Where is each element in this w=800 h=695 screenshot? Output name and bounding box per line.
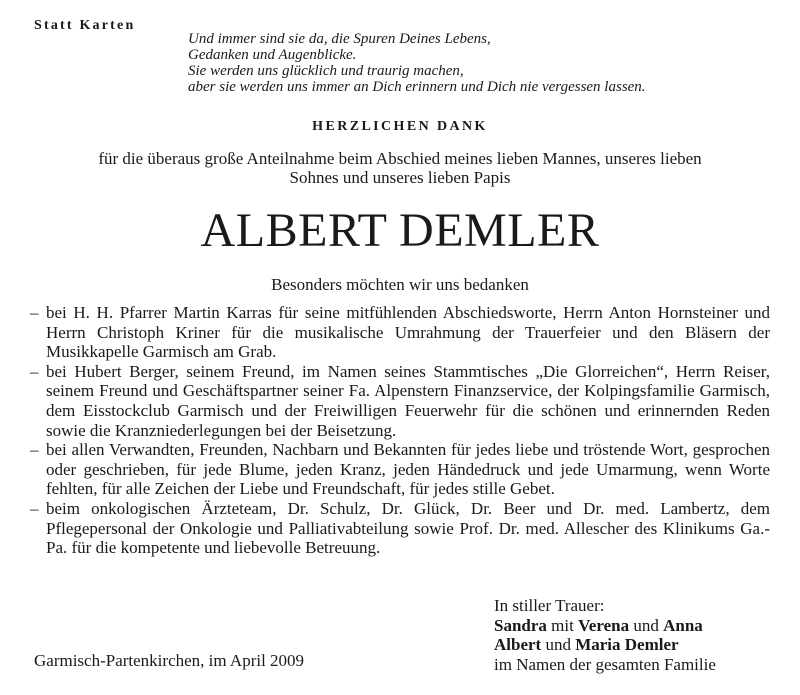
deceased-name: ALBERT DEMLER [200, 204, 600, 257]
signature-name: Albert [494, 635, 542, 654]
statt-karten-label: Statt Karten [34, 18, 136, 33]
dash-bullet: – [30, 303, 39, 322]
thanks-text-line: Sohnes und unseres lieben Papis [289, 168, 511, 187]
thanks-item [30, 303, 770, 362]
thanks-heading: HERZLICHEN DANK [312, 119, 488, 134]
thanks-item-text: bei H. H. Pfarrer Martin Karras für seine mitfühlenden Abschiedsworte, Herrn Anton Hornsteiner und Herrn Christoph Kriner für die musikalische Umrahmung der Trauerfeier und den Bläsern der Musikkapelle Garmisch am Grab. [46, 303, 770, 362]
thanks-text [20, 149, 780, 187]
signature-name: Verena [578, 615, 630, 635]
signature-line-2 [494, 635, 716, 655]
thanks-item-text: bei Hubert Berger, seinem Freund, im Namen seines Stammtisches „Die Glorreichen“, Herrn Reiser, seinem Freund und Geschäftspartner seiner Fa. Alpenstern Finanzservice, der Kolpingsfamilie Garmisch, dem Eisstockclub Garmisch und der Freiwilligen Feuerwehr für die schönen und erinnernden Reden sowie die Kranzniederlegungen bei der Beisetzung. [46, 361, 770, 440]
poem-line: Sie werden uns glücklich und traurig machen, [188, 63, 464, 79]
signature-closing: im Namen der gesamten Familie [494, 654, 716, 674]
dash-bullet: – [30, 440, 39, 460]
thanks-item-text: beim onkologischen Ärzteteam, Dr. Schulz, Dr. Glück, Dr. Beer und Dr. med. Lambertz, dem Pflegepersonal der Onkologie und Palliativabteilung sowie Prof. Dr. med. Allescher des Klinikums Ga.-Pa. für die kompetente und liebevolle Betreuung. [46, 498, 770, 558]
place-and-date: Garmisch-Partenkirchen, im April 2009 [34, 651, 305, 670]
signature-name: Sandra [494, 615, 547, 635]
signature-intro: In stiller Trauer: [494, 596, 605, 615]
thanks-item-text: bei allen Verwandten, Freunden, Nachbarn und Bekannten für jedes liebe und tröstende Wort, gesprochen oder geschrieben, für jede Blume, jeden Kranz, jeden Händedruck und jede Umarmung, wenn Worte fehlten, für alle Zeichen der Liebe und Freundschaft, für jedes stille Gebet. [46, 440, 770, 499]
signature-name: Anna [663, 615, 703, 635]
signature-connector: und [629, 615, 664, 635]
thanks-item [30, 499, 770, 558]
signature-name: Maria Demler [575, 635, 679, 654]
signature-block [494, 596, 716, 674]
signature-line-1 [494, 616, 716, 636]
thanks-item [30, 440, 770, 499]
thanks-list [30, 303, 770, 558]
poem-line: Gedanken und Augenblicke. [188, 47, 357, 63]
dash-bullet: – [30, 498, 39, 518]
poem [188, 31, 778, 95]
thanks-item [30, 362, 770, 440]
signature-connector: und [541, 635, 576, 654]
signature-connector: mit [546, 615, 579, 635]
thanks-text-line: für die überaus große Anteilnahme beim Abschied meines lieben Mannes, unseres lieben [98, 149, 702, 168]
dash-bullet: – [30, 361, 39, 381]
poem-line: aber sie werden uns immer an Dich erinnern und Dich nie vergessen lassen. [188, 79, 646, 95]
poem-line: Und immer sind sie da, die Spuren Deines Lebens, [188, 31, 491, 47]
thanks-intro: Besonders möchten wir uns bedanken [271, 275, 529, 294]
